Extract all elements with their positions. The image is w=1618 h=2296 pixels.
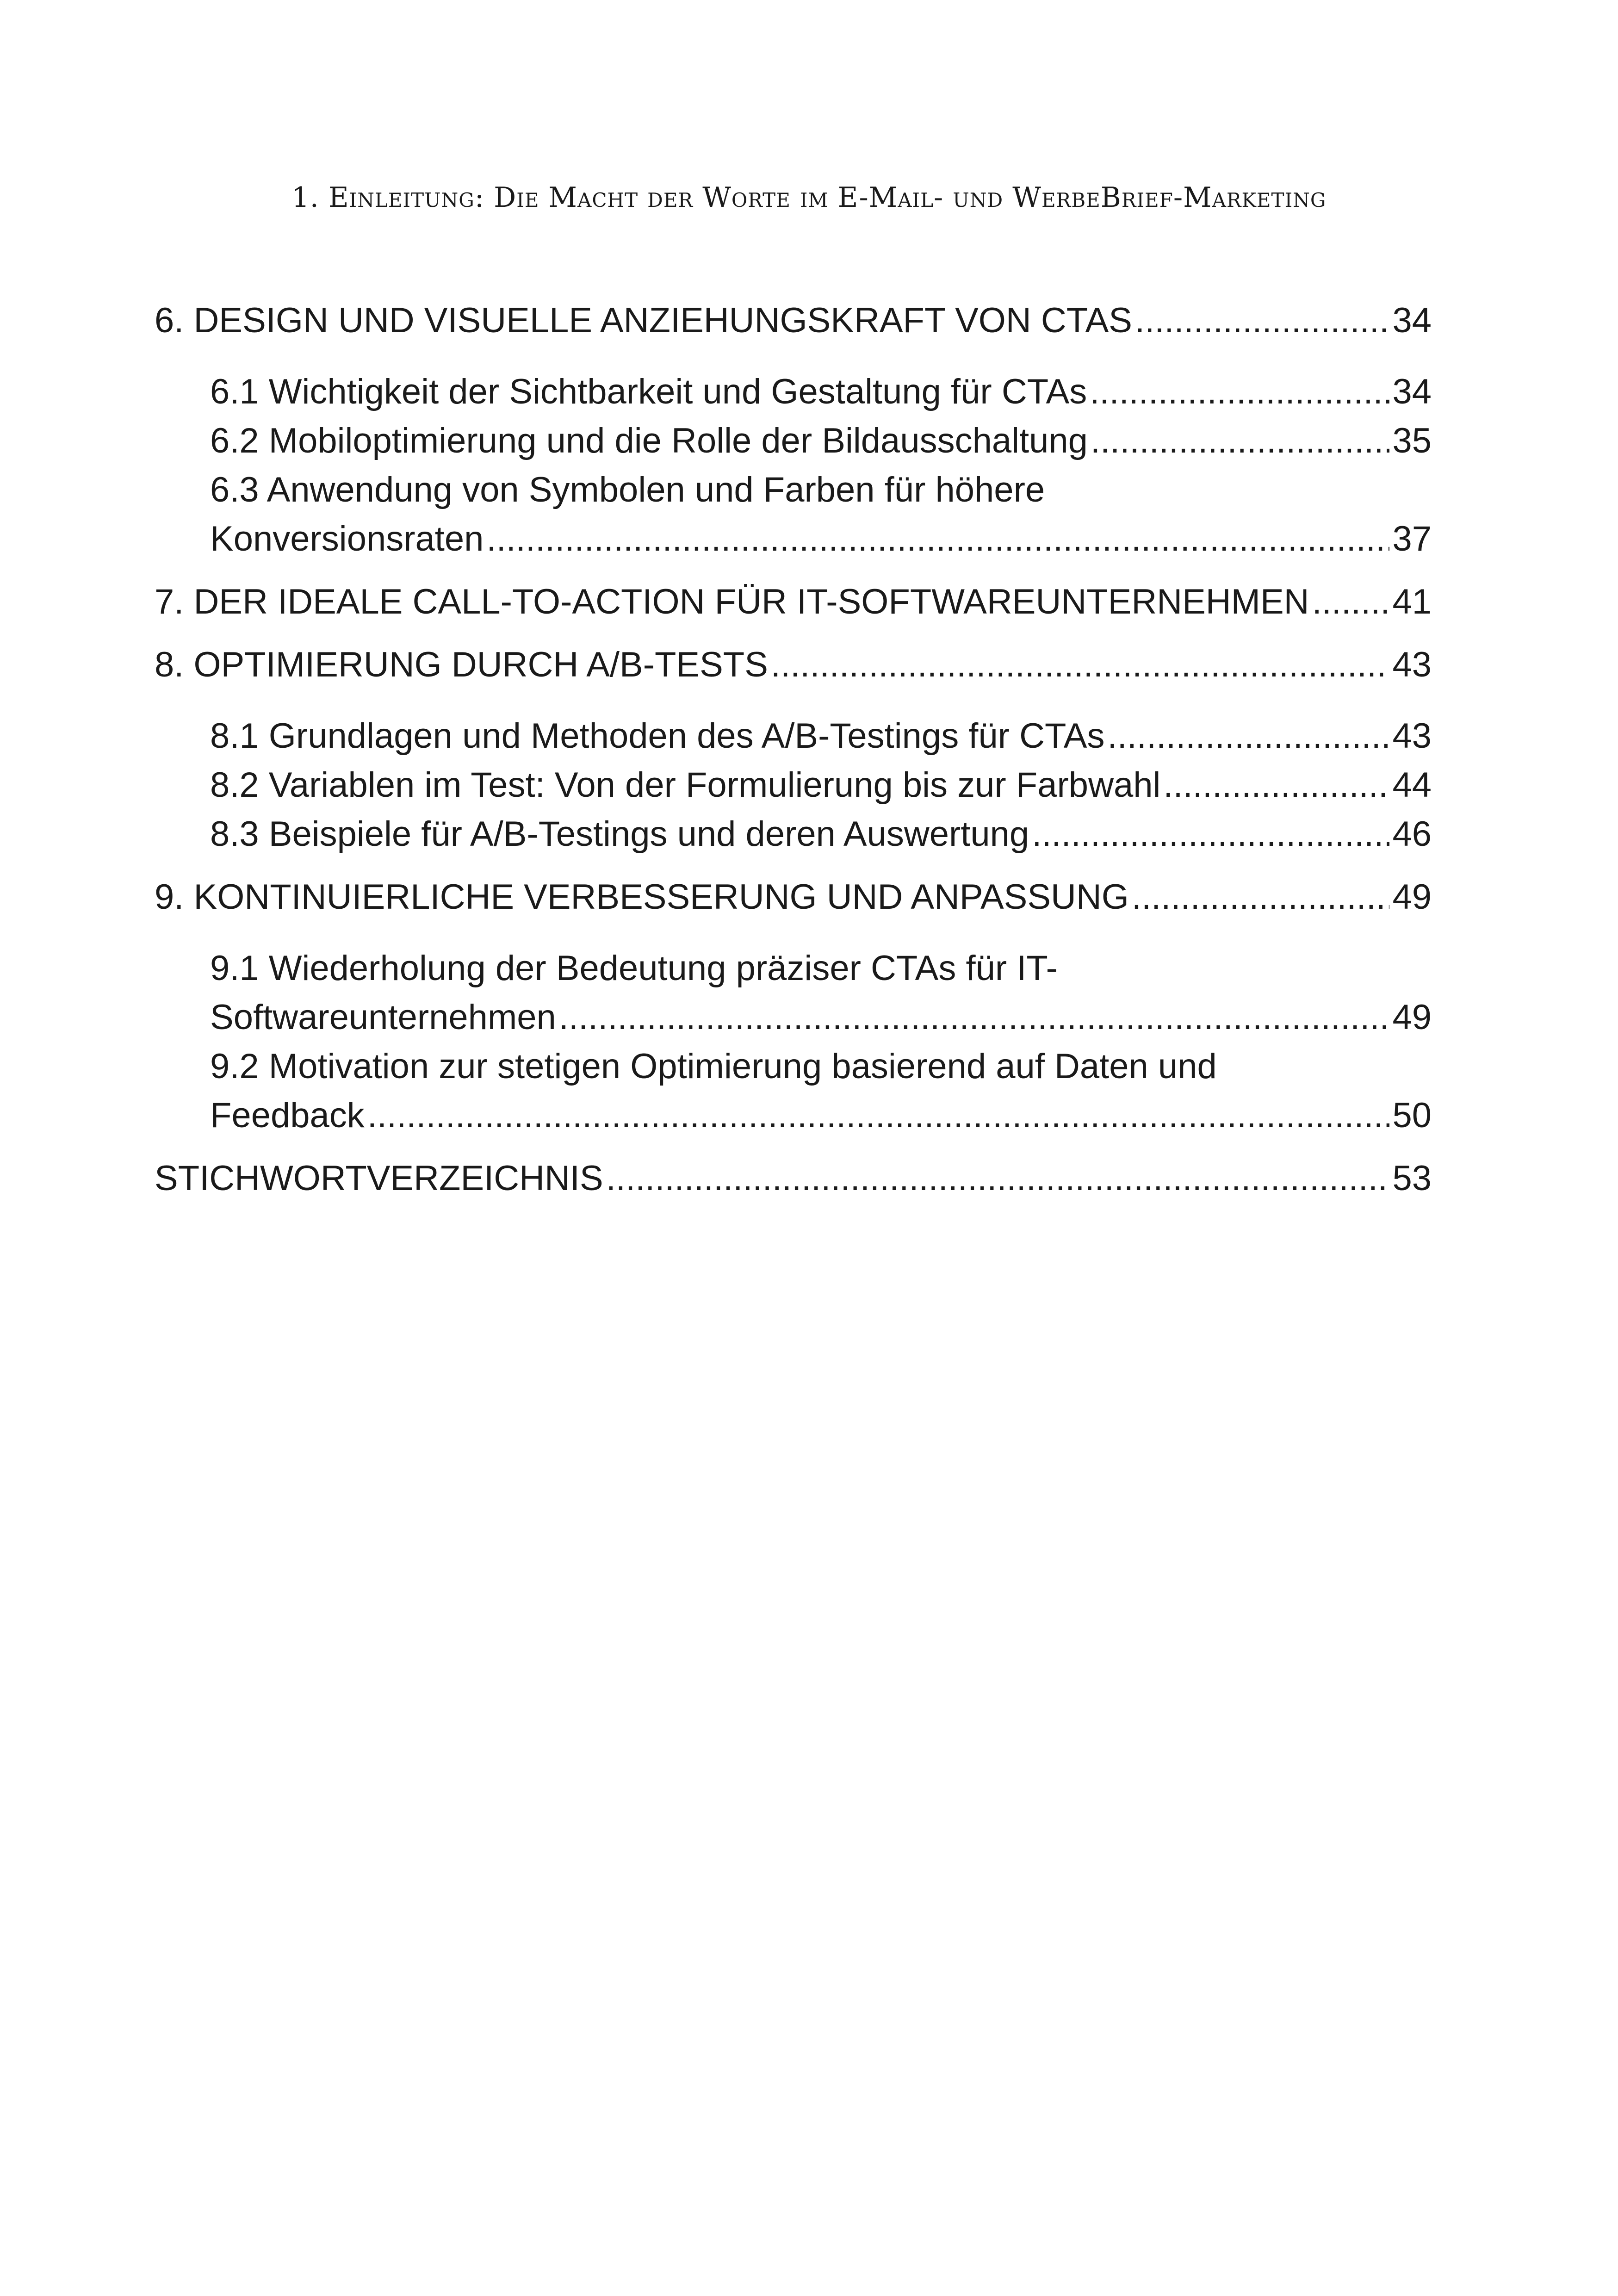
toc-entry-title: 8. OPTIMIERUNG DURCH A/B-TESTS xyxy=(155,645,768,684)
toc-page-number: 49 xyxy=(1392,998,1432,1037)
toc-page-number: 41 xyxy=(1392,582,1432,621)
toc-page-number: 49 xyxy=(1392,877,1432,917)
toc-entry-title: 8.1 Grundlagen und Methoden des A/B-Testings für CTAs xyxy=(210,716,1105,756)
toc-leader-dots xyxy=(1032,810,1389,859)
toc-entry-title-line2: Feedback xyxy=(210,1096,365,1135)
toc-entry-title: STICHWORTVERZEICHNIS xyxy=(155,1159,603,1198)
toc-entry-wrapped[interactable] xyxy=(155,1042,1432,1140)
toc-entry-title: 6.1 Wichtigkeit der Sichtbarkeit und Gestaltung für CTAs xyxy=(210,372,1087,411)
toc-page-number: 43 xyxy=(1392,716,1432,756)
toc-page-number: 46 xyxy=(1392,814,1432,854)
toc-leader-dots xyxy=(486,515,1389,564)
toc-leader-dots xyxy=(1107,712,1389,761)
toc-page-number: 50 xyxy=(1392,1096,1432,1135)
toc-entry-title: 6.2 Mobiloptimierung und die Rolle der Bildausschaltung xyxy=(210,421,1088,460)
toc-page-number: 35 xyxy=(1392,421,1432,460)
toc-page-number: 43 xyxy=(1392,645,1432,684)
toc-entry-title-line1: 6.3 Anwendung von Symbolen und Farben für höhere xyxy=(210,470,1045,509)
toc-entry-continuation xyxy=(210,993,1432,1042)
toc-entry[interactable] xyxy=(155,761,1432,810)
toc-leader-dots xyxy=(1132,873,1390,922)
toc-entry[interactable] xyxy=(155,296,1432,345)
toc-entry-title: 8.2 Variablen im Test: Von der Formulierung bis zur Farbwahl xyxy=(210,765,1161,805)
toc-leader-dots xyxy=(1090,367,1389,416)
toc-entry[interactable] xyxy=(155,873,1432,922)
toc-entry-continuation xyxy=(210,515,1432,564)
toc-page-number: 53 xyxy=(1392,1159,1432,1198)
toc-entry-title: 9. KONTINUIERLICHE VERBESSERUNG UND ANPASSUNG xyxy=(155,877,1129,917)
toc-page-number: 34 xyxy=(1392,301,1432,340)
toc-page-number: 37 xyxy=(1392,519,1432,558)
toc-entry[interactable] xyxy=(155,712,1432,761)
toc-leader-dots xyxy=(559,993,1390,1042)
running-header: 1. Einleitung: Die Macht der Worte im E-Mail- und WerbeBrief-Marketing xyxy=(291,181,1327,214)
toc-page-number: 44 xyxy=(1392,765,1432,805)
table-of-contents xyxy=(155,296,1432,1203)
toc-leader-dots xyxy=(1091,416,1390,465)
toc-page-number: 34 xyxy=(1392,372,1432,411)
toc-leader-dots xyxy=(367,1091,1390,1140)
toc-leader-dots xyxy=(606,1154,1390,1203)
toc-leader-dots xyxy=(771,640,1390,689)
toc-leader-dots xyxy=(1312,577,1390,627)
toc-entry-title-line1: 9.1 Wiederholung der Bedeutung präziser CTAs für IT- xyxy=(210,949,1058,988)
toc-entry[interactable] xyxy=(155,810,1432,859)
toc-entry-title-line2: Softwareunternehmen xyxy=(210,998,556,1037)
toc-entry[interactable] xyxy=(155,416,1432,465)
toc-entry[interactable] xyxy=(155,640,1432,689)
toc-entry-title-line2: Konversionsraten xyxy=(210,519,484,558)
toc-entry-wrapped[interactable] xyxy=(155,944,1432,1042)
toc-entry[interactable] xyxy=(155,1154,1432,1203)
toc-entry[interactable] xyxy=(155,367,1432,416)
toc-leader-dots xyxy=(1135,296,1389,345)
toc-entry-wrapped[interactable] xyxy=(155,465,1432,564)
toc-entry-title-line1: 9.2 Motivation zur stetigen Optimierung basierend auf Daten und xyxy=(210,1047,1217,1086)
toc-leader-dots xyxy=(1163,761,1389,810)
toc-entry-title: 8.3 Beispiele für A/B-Testings und deren Auswertung xyxy=(210,814,1029,854)
toc-entry-continuation xyxy=(210,1091,1432,1140)
toc-entry-title: 6. DESIGN UND VISUELLE ANZIEHUNGSKRAFT VON CTAS xyxy=(155,301,1132,340)
toc-entry[interactable] xyxy=(155,577,1432,627)
toc-entry-title: 7. DER IDEALE CALL-TO-ACTION FÜR IT-SOFTWAREUNTERNEHMEN xyxy=(155,582,1309,621)
